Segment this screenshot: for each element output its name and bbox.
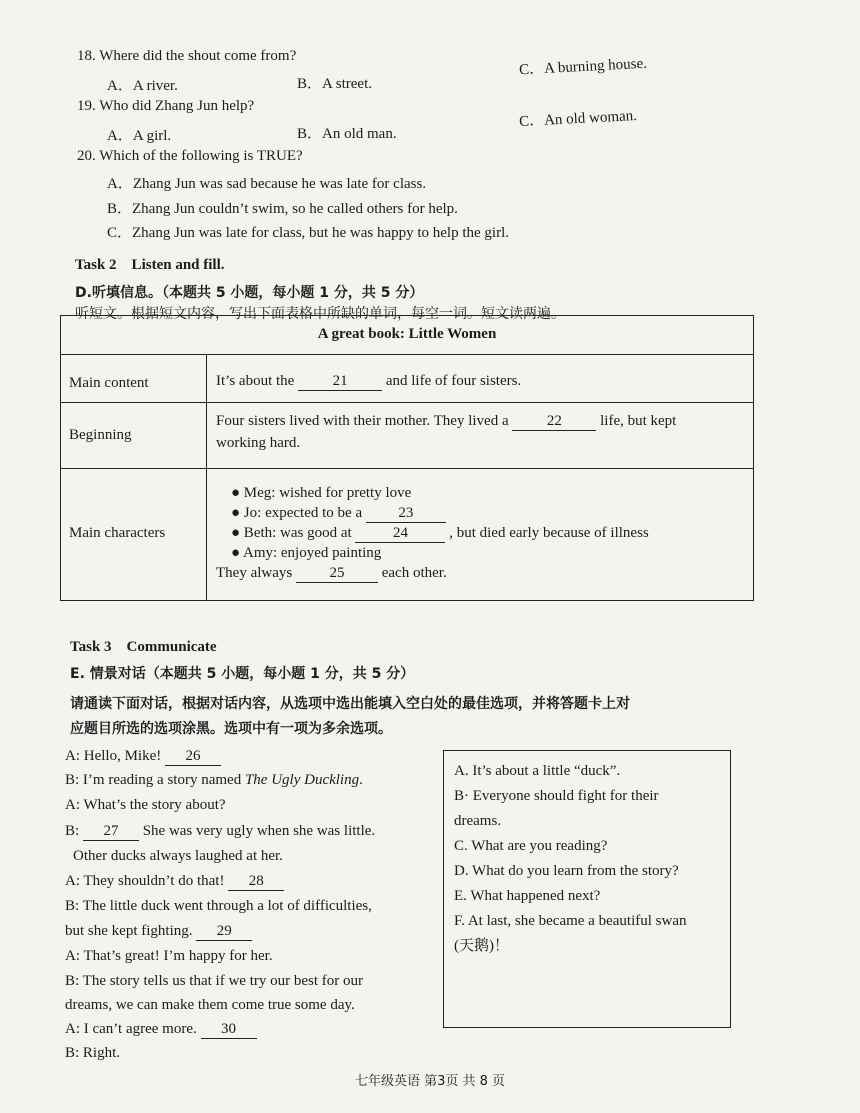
- q18-option-a: A．A river.: [107, 78, 178, 94]
- task3-heading: Task 3 Communicate: [70, 639, 217, 655]
- option-e: E. What happened next?: [454, 888, 601, 904]
- row-main-characters: [61, 468, 753, 601]
- row-label: Main content: [69, 375, 149, 391]
- question-text: Where did the shout come from?: [99, 48, 297, 64]
- blank-24[interactable]: 24: [355, 525, 445, 543]
- section-e-instruction-2: 应题目所选的选项涂黑。选项中有一项为多余选项。: [70, 721, 392, 737]
- character-meg: ● Meg: wished for pretty love: [231, 485, 412, 501]
- blank-26[interactable]: 26: [165, 748, 221, 766]
- dialogue-line-4: B: 27 She was very ugly when she was little.: [65, 823, 376, 839]
- question-number: 18.: [77, 48, 96, 64]
- q19-option-b: B．An old man.: [297, 126, 397, 142]
- section-e-title: E. 情景对话（本题共 5 小题，每小题 1 分，共 5 分）: [70, 666, 415, 682]
- dialogue-line-5: Other ducks always laughed at her.: [73, 848, 283, 864]
- section-d-instruction: 听短文。根据短文内容，写出下面表格中所缺的单词，每空一词。短文读两遍。: [75, 306, 565, 322]
- blank-29[interactable]: 29: [196, 923, 252, 941]
- q19-option-c: C．An old woman.: [518, 107, 638, 131]
- blank-22[interactable]: 22: [512, 413, 596, 431]
- q18-option-c: C．A burning house.: [518, 55, 648, 79]
- question-number: 20.: [77, 148, 96, 164]
- blank-27[interactable]: 27: [83, 823, 139, 841]
- row-content: Four sisters lived with their mother. They lived a 22 life, but kept: [216, 413, 677, 429]
- option-b: B· Everyone should fight for their: [454, 788, 659, 804]
- option-d: D. What do you learn from the story?: [454, 863, 679, 879]
- blank-21[interactable]: 21: [298, 373, 382, 391]
- option-f: F. At last, she became a beautiful swan: [454, 913, 687, 929]
- question-20: [77, 148, 303, 165]
- dialogue-line-6: A: They shouldn’t do that! 28: [65, 873, 284, 891]
- dialogue-line-3: A: What’s the story about?: [65, 797, 226, 813]
- question-number: 19.: [77, 98, 96, 114]
- row-beginning: [61, 402, 753, 469]
- section-e-instruction-1: 请通读下面对话，根据对话内容，从选项中选出能填入空白处的最佳选项，并将答题卡上对: [70, 696, 630, 712]
- question-text: Who did Zhang Jun help?: [99, 98, 255, 114]
- q19-option-a: A．A girl.: [107, 128, 172, 144]
- option-c: C. What are you reading?: [454, 838, 608, 854]
- dialogue-line-10: B: The story tells us that if we try our best for our: [65, 973, 364, 989]
- question-18: [77, 48, 296, 65]
- question-text: Which of the following is TRUE?: [99, 148, 303, 164]
- task2-heading: Task 2 Listen and fill.: [75, 257, 225, 273]
- blank-25[interactable]: 25: [296, 565, 378, 583]
- dialogue-line-7: B: The little duck went through a lot of difficulties,: [65, 898, 372, 914]
- section-d-title: D.听填信息。（本题共 5 小题，每小题 1 分，共 5 分）: [75, 285, 424, 301]
- dialogue-line-8: but she kept fighting. 29: [65, 923, 252, 941]
- table-title: A great book: Little Women: [317, 326, 497, 342]
- blank-30[interactable]: 30: [201, 1021, 257, 1039]
- character-amy: ● Amy: enjoyed painting: [231, 545, 382, 561]
- row-label: Beginning: [69, 427, 132, 443]
- q18-option-b: B．A street.: [297, 76, 372, 92]
- row-main-content: [61, 354, 753, 403]
- option-a: A. It’s about a little “duck”.: [454, 763, 621, 779]
- characters-summary: They always 25 each other.: [216, 565, 447, 581]
- option-f-cont: (天鹅)！: [454, 938, 509, 954]
- row-label: Main characters: [69, 525, 166, 541]
- dialogue-line-11: dreams, we can make them come true some day.: [65, 997, 355, 1013]
- info-table: [60, 315, 754, 601]
- q20-option-b: B．Zhang Jun couldn’t swim, so he called others for help.: [107, 201, 458, 217]
- dialogue-line-9: A: That’s great! I’m happy for her.: [65, 948, 273, 964]
- question-19: [77, 98, 254, 115]
- row-content: It’s about the 21 and life of four sisters.: [216, 373, 522, 389]
- blank-28[interactable]: 28: [228, 873, 284, 891]
- blank-23[interactable]: 23: [366, 505, 446, 523]
- dialogue-line-1: A: Hello, Mike! 26: [65, 748, 221, 766]
- character-jo: ● Jo: expected to be a 23: [231, 505, 446, 523]
- q20-option-a: A．Zhang Jun was sad because he was late for class.: [107, 176, 427, 192]
- options-box: [443, 750, 731, 1028]
- dialogue-line-2: B: I’m reading a story named The Ugly Duckling.: [65, 772, 363, 788]
- character-beth: ● Beth: was good at 24 , but died early because of illness: [231, 525, 649, 541]
- page-footer: 七年级英语 第3页 共 8 页: [354, 1074, 506, 1089]
- story-title: The Ugly Duckling: [244, 772, 360, 788]
- dialogue-line-13: B: Right.: [65, 1045, 121, 1061]
- q20-option-c: C．Zhang Jun was late for class, but he was happy to help the girl.: [107, 225, 509, 241]
- row-content-line2: working hard.: [216, 435, 301, 451]
- dialogue-line-12: A: I can’t agree more. 30: [65, 1021, 257, 1039]
- option-b-cont: dreams.: [454, 813, 502, 829]
